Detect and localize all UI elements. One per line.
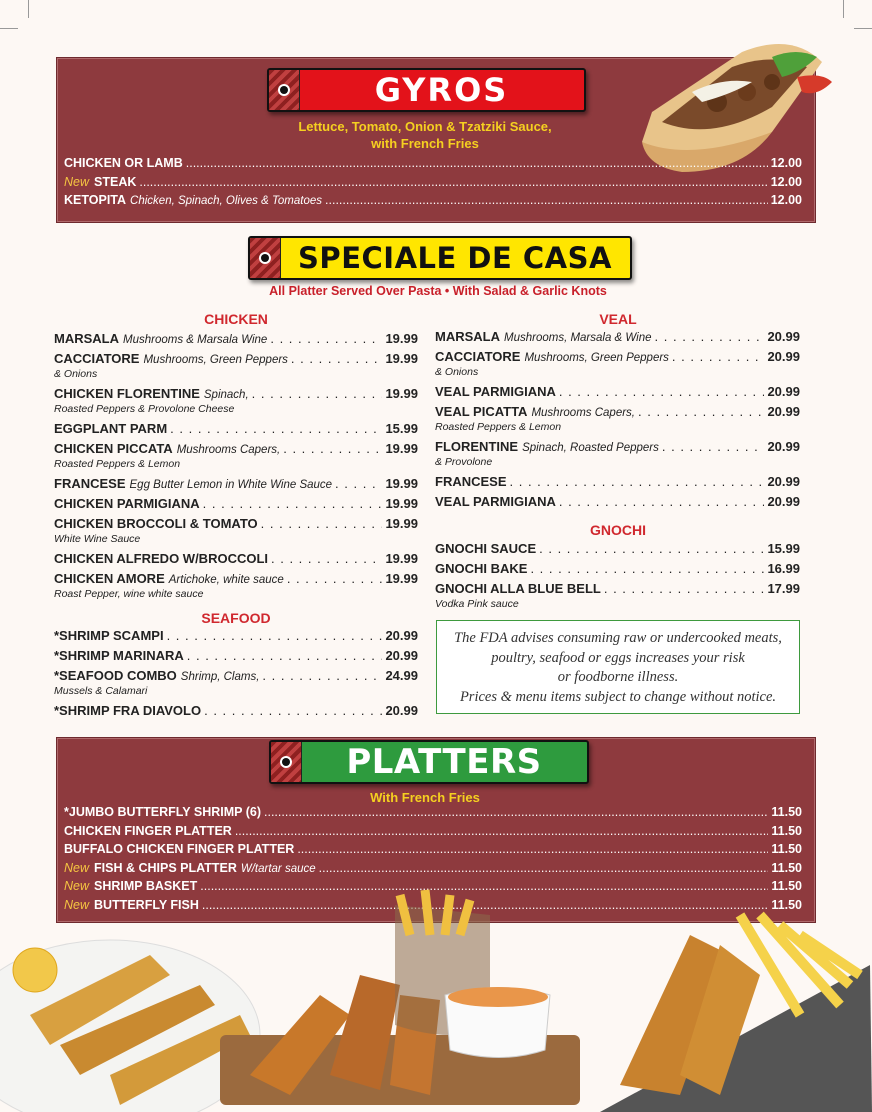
fda-line: or foodborne illness. (557, 669, 679, 685)
item-name: FISH & CHIPS PLATTER (94, 860, 237, 875)
item-name: *SHRIMP MARINARA (54, 648, 184, 663)
item-price: 11.50 (771, 897, 802, 912)
item-price: 19.99 (385, 351, 418, 366)
item-name: VEAL PARMIGIANA (435, 494, 556, 509)
crop-mark (0, 28, 18, 29)
item-price: 11.50 (771, 879, 802, 893)
menu-item-row (435, 541, 800, 556)
item-price: 20.99 (767, 384, 800, 399)
item-note: Roasted Peppers & Lemon (54, 458, 181, 470)
dot-leader (186, 156, 768, 170)
dot-leader (283, 441, 382, 456)
fda-line: The FDA advises consuming raw or undercooked meats, (454, 630, 782, 646)
menu-item-row (54, 648, 418, 663)
item-name: CHICKEN PICCATA (54, 441, 173, 456)
menu-item-row (54, 496, 418, 511)
menu-item-row (64, 861, 802, 875)
gyros-subtitle-line1: Lettuce, Tomato, Onion & Tzatziki Sauce, (298, 119, 552, 134)
crop-mark (843, 0, 844, 18)
item-price: 20.99 (767, 439, 800, 454)
menu-item-row (54, 703, 418, 718)
dot-leader (559, 494, 765, 509)
menu-item-row (64, 805, 802, 819)
item-name: FLORENTINE (435, 439, 519, 454)
item-description: Spinach, (203, 389, 249, 401)
item-note: White Wine Sauce (54, 533, 141, 545)
dot-leader (604, 581, 765, 596)
menu-item-row (435, 349, 800, 364)
item-note: & Onions (54, 368, 98, 380)
item-name: CHICKEN OR LAMB (64, 156, 183, 170)
dot-leader (139, 175, 767, 189)
item-price: 11.50 (771, 805, 802, 819)
menu-item-row (435, 561, 800, 576)
item-name: *JUMBO BUTTERFLY SHRIMP (6) (64, 805, 262, 819)
crop-mark (854, 28, 872, 29)
item-name: CHICKEN FLORENTINE (54, 386, 200, 401)
speciale-subtitle: All Platter Served Over Pasta • With Salad & Garlic Knots (269, 284, 607, 298)
dot-leader (319, 861, 769, 875)
banner-dot-icon (282, 758, 290, 766)
dot-leader (167, 628, 383, 643)
menu-item-row (54, 441, 418, 456)
menu-item-row (64, 824, 802, 838)
item-note: Roasted Peppers & Provolone Cheese (54, 403, 235, 415)
gyros-subtitle-line2: with French Fries (371, 136, 479, 151)
item-price: 11.50 (771, 860, 802, 875)
new-tag: New (64, 174, 90, 189)
menu-item-row (54, 628, 418, 643)
dot-leader (270, 331, 382, 346)
item-description: W/tartar sauce (240, 862, 316, 875)
item-name: FRANCESE (435, 474, 507, 489)
item-description: Mushrooms, Marsala & Wine (504, 332, 652, 344)
dot-leader (187, 648, 383, 663)
item-name: GNOCHI SAUCE (435, 541, 537, 556)
item-name: CHICKEN PARMIGIANA (54, 496, 200, 511)
gnochi-heading: GNOCHI (590, 522, 646, 538)
item-price: 15.99 (385, 421, 418, 436)
item-note: Roasted Peppers & Lemon (435, 421, 562, 433)
item-price: 24.99 (385, 668, 418, 683)
item-name: VEAL PICATTA (435, 404, 528, 419)
menu-item-row (64, 193, 802, 207)
gyros-banner (267, 68, 586, 112)
item-price: 20.99 (385, 628, 418, 643)
crop-mark (28, 0, 29, 18)
item-name: EGGPLANT PARM (54, 421, 168, 436)
item-price: 16.99 (767, 561, 800, 576)
dot-leader (261, 516, 383, 531)
menu-item-row (64, 175, 802, 189)
item-name: KETOPITA (64, 193, 127, 207)
item-description: Artichoke, white sauce (168, 574, 284, 586)
item-name: CHICKEN ALFREDO W/BROCCOLI (54, 551, 269, 566)
menu-item-row (435, 329, 800, 344)
dot-leader (204, 703, 382, 718)
item-price: 12.00 (770, 174, 802, 189)
dot-leader (655, 329, 765, 344)
item-price: 19.99 (385, 331, 418, 346)
item-name: FRANCESE (54, 476, 126, 491)
item-price: 19.99 (385, 551, 418, 566)
platters-banner (269, 740, 589, 784)
item-name: *SHRIMP SCAMPI (54, 628, 164, 643)
fried-food-platter-photo (0, 875, 872, 1112)
item-price: 20.99 (385, 703, 418, 718)
item-name: CACCIATORE (435, 349, 521, 364)
item-name: *SHRIMP FRA DIAVOLO (54, 703, 202, 718)
dot-leader (297, 842, 768, 856)
dot-leader (559, 384, 765, 399)
item-name: GNOCHI BAKE (435, 561, 528, 576)
item-description: Mushrooms Capers, (531, 407, 635, 419)
item-description: Spinach, Roasted Peppers (522, 442, 659, 454)
item-price: 17.99 (767, 581, 800, 596)
dot-leader (291, 351, 383, 366)
gyros-subtitle (250, 118, 600, 152)
menu-item-row (64, 156, 802, 170)
dot-leader (235, 824, 769, 838)
item-note: Mussels & Calamari (54, 685, 148, 697)
banner-dot-icon (261, 254, 269, 262)
banner-dot-icon (280, 86, 288, 94)
platters-subtitle: With French Fries (370, 790, 480, 805)
menu-item-row (54, 351, 418, 366)
new-tag: New (64, 879, 90, 893)
item-description: Mushrooms, Green Peppers (524, 352, 669, 364)
dot-leader (530, 561, 764, 576)
item-description: Mushrooms, Green Peppers (143, 354, 288, 366)
gyros-title: GYROS (374, 71, 509, 109)
item-price: 19.99 (385, 571, 418, 586)
item-name: MARSALA (435, 329, 500, 344)
item-price: 11.50 (771, 842, 802, 856)
dot-leader (287, 571, 383, 586)
item-price: 12.00 (770, 156, 802, 170)
item-note: Vodka Pink sauce (435, 598, 519, 610)
item-note: & Provolone (435, 456, 493, 468)
seafood-heading: SEAFOOD (201, 610, 271, 626)
item-price: 20.99 (767, 349, 800, 364)
item-name: *SEAFOOD COMBO (54, 668, 177, 683)
menu-item-row (54, 668, 418, 683)
menu-item-row (54, 476, 418, 491)
item-price: 11.50 (771, 823, 802, 838)
fda-line: poultry, seafood or eggs increases your risk (491, 649, 745, 666)
item-name: STEAK (94, 174, 137, 189)
item-price: 19.99 (385, 476, 418, 491)
menu-item-row (54, 551, 418, 566)
platters-title: PLATTERS (346, 742, 542, 782)
menu-item-row (435, 581, 800, 596)
item-price: 19.99 (385, 386, 418, 401)
item-description: Mushrooms & Marsala Wine (123, 334, 268, 346)
item-note: Roast Pepper, wine white sauce (54, 588, 204, 600)
new-tag: New (64, 860, 90, 875)
menu-item-row (54, 571, 418, 586)
item-description: Chicken, Spinach, Olives & Tomatoes (130, 195, 323, 207)
item-name: GNOCHI ALLA BLUE BELL (435, 581, 601, 596)
menu-item-row (54, 331, 418, 346)
dot-leader (170, 421, 382, 436)
item-name: CHICKEN BROCCOLI & TOMATO (54, 516, 258, 531)
item-name: SHRIMP BASKET (94, 879, 198, 893)
menu-item-row (435, 439, 800, 454)
dot-leader (262, 668, 382, 683)
item-name: CHICKEN AMORE (54, 571, 165, 586)
veal-heading: VEAL (599, 311, 637, 327)
item-price: 20.99 (767, 329, 800, 344)
dot-leader (271, 551, 382, 566)
menu-item-row (435, 494, 800, 509)
dot-leader (638, 404, 764, 419)
speciale-banner (248, 236, 632, 280)
item-name: MARSALA (54, 331, 119, 346)
item-name: VEAL PARMIGIANA (435, 384, 556, 399)
item-price: 19.99 (385, 441, 418, 456)
dot-leader (672, 349, 765, 364)
item-name: BUTTERFLY FISH (94, 897, 199, 912)
chicken-heading: CHICKEN (204, 311, 268, 327)
menu-item-row (64, 842, 802, 856)
dot-leader (510, 474, 765, 489)
item-description: Shrimp, Clams, (180, 671, 260, 683)
item-description: Egg Butter Lemon in White Wine Sauce (129, 479, 333, 491)
item-price: 15.99 (767, 541, 800, 556)
item-price: 20.99 (767, 494, 800, 509)
menu-item-row (435, 384, 800, 399)
menu-item-row (54, 421, 418, 436)
item-price: 19.99 (385, 496, 418, 511)
fda-line: Prices & menu items subject to change without notice. (459, 688, 777, 705)
item-note: & Onions (435, 366, 479, 378)
item-price: 20.99 (767, 404, 800, 419)
menu-item-row (54, 386, 418, 401)
speciale-title: SPECIALE DE CASA (298, 241, 612, 275)
menu-item-row (435, 474, 800, 489)
fda-notice (436, 620, 800, 714)
dot-leader (325, 193, 768, 207)
dot-leader (539, 541, 764, 556)
item-description: Mushrooms Capers, (176, 444, 281, 456)
dot-leader (203, 496, 383, 511)
item-name: BUFFALO CHICKEN FINGER PLATTER (64, 842, 295, 856)
item-price: 20.99 (385, 648, 418, 663)
dot-leader (335, 476, 382, 491)
dot-leader (264, 805, 768, 819)
item-name: CHICKEN FINGER PLATTER (64, 823, 232, 838)
menu-item-row (435, 404, 800, 419)
item-price: 19.99 (385, 516, 418, 531)
dot-leader (662, 439, 765, 454)
new-tag: New (64, 897, 90, 912)
item-name: CACCIATORE (54, 351, 140, 366)
item-price: 20.99 (767, 474, 800, 489)
dot-leader (252, 386, 383, 401)
item-price: 12.00 (770, 193, 802, 207)
menu-item-row (54, 516, 418, 531)
